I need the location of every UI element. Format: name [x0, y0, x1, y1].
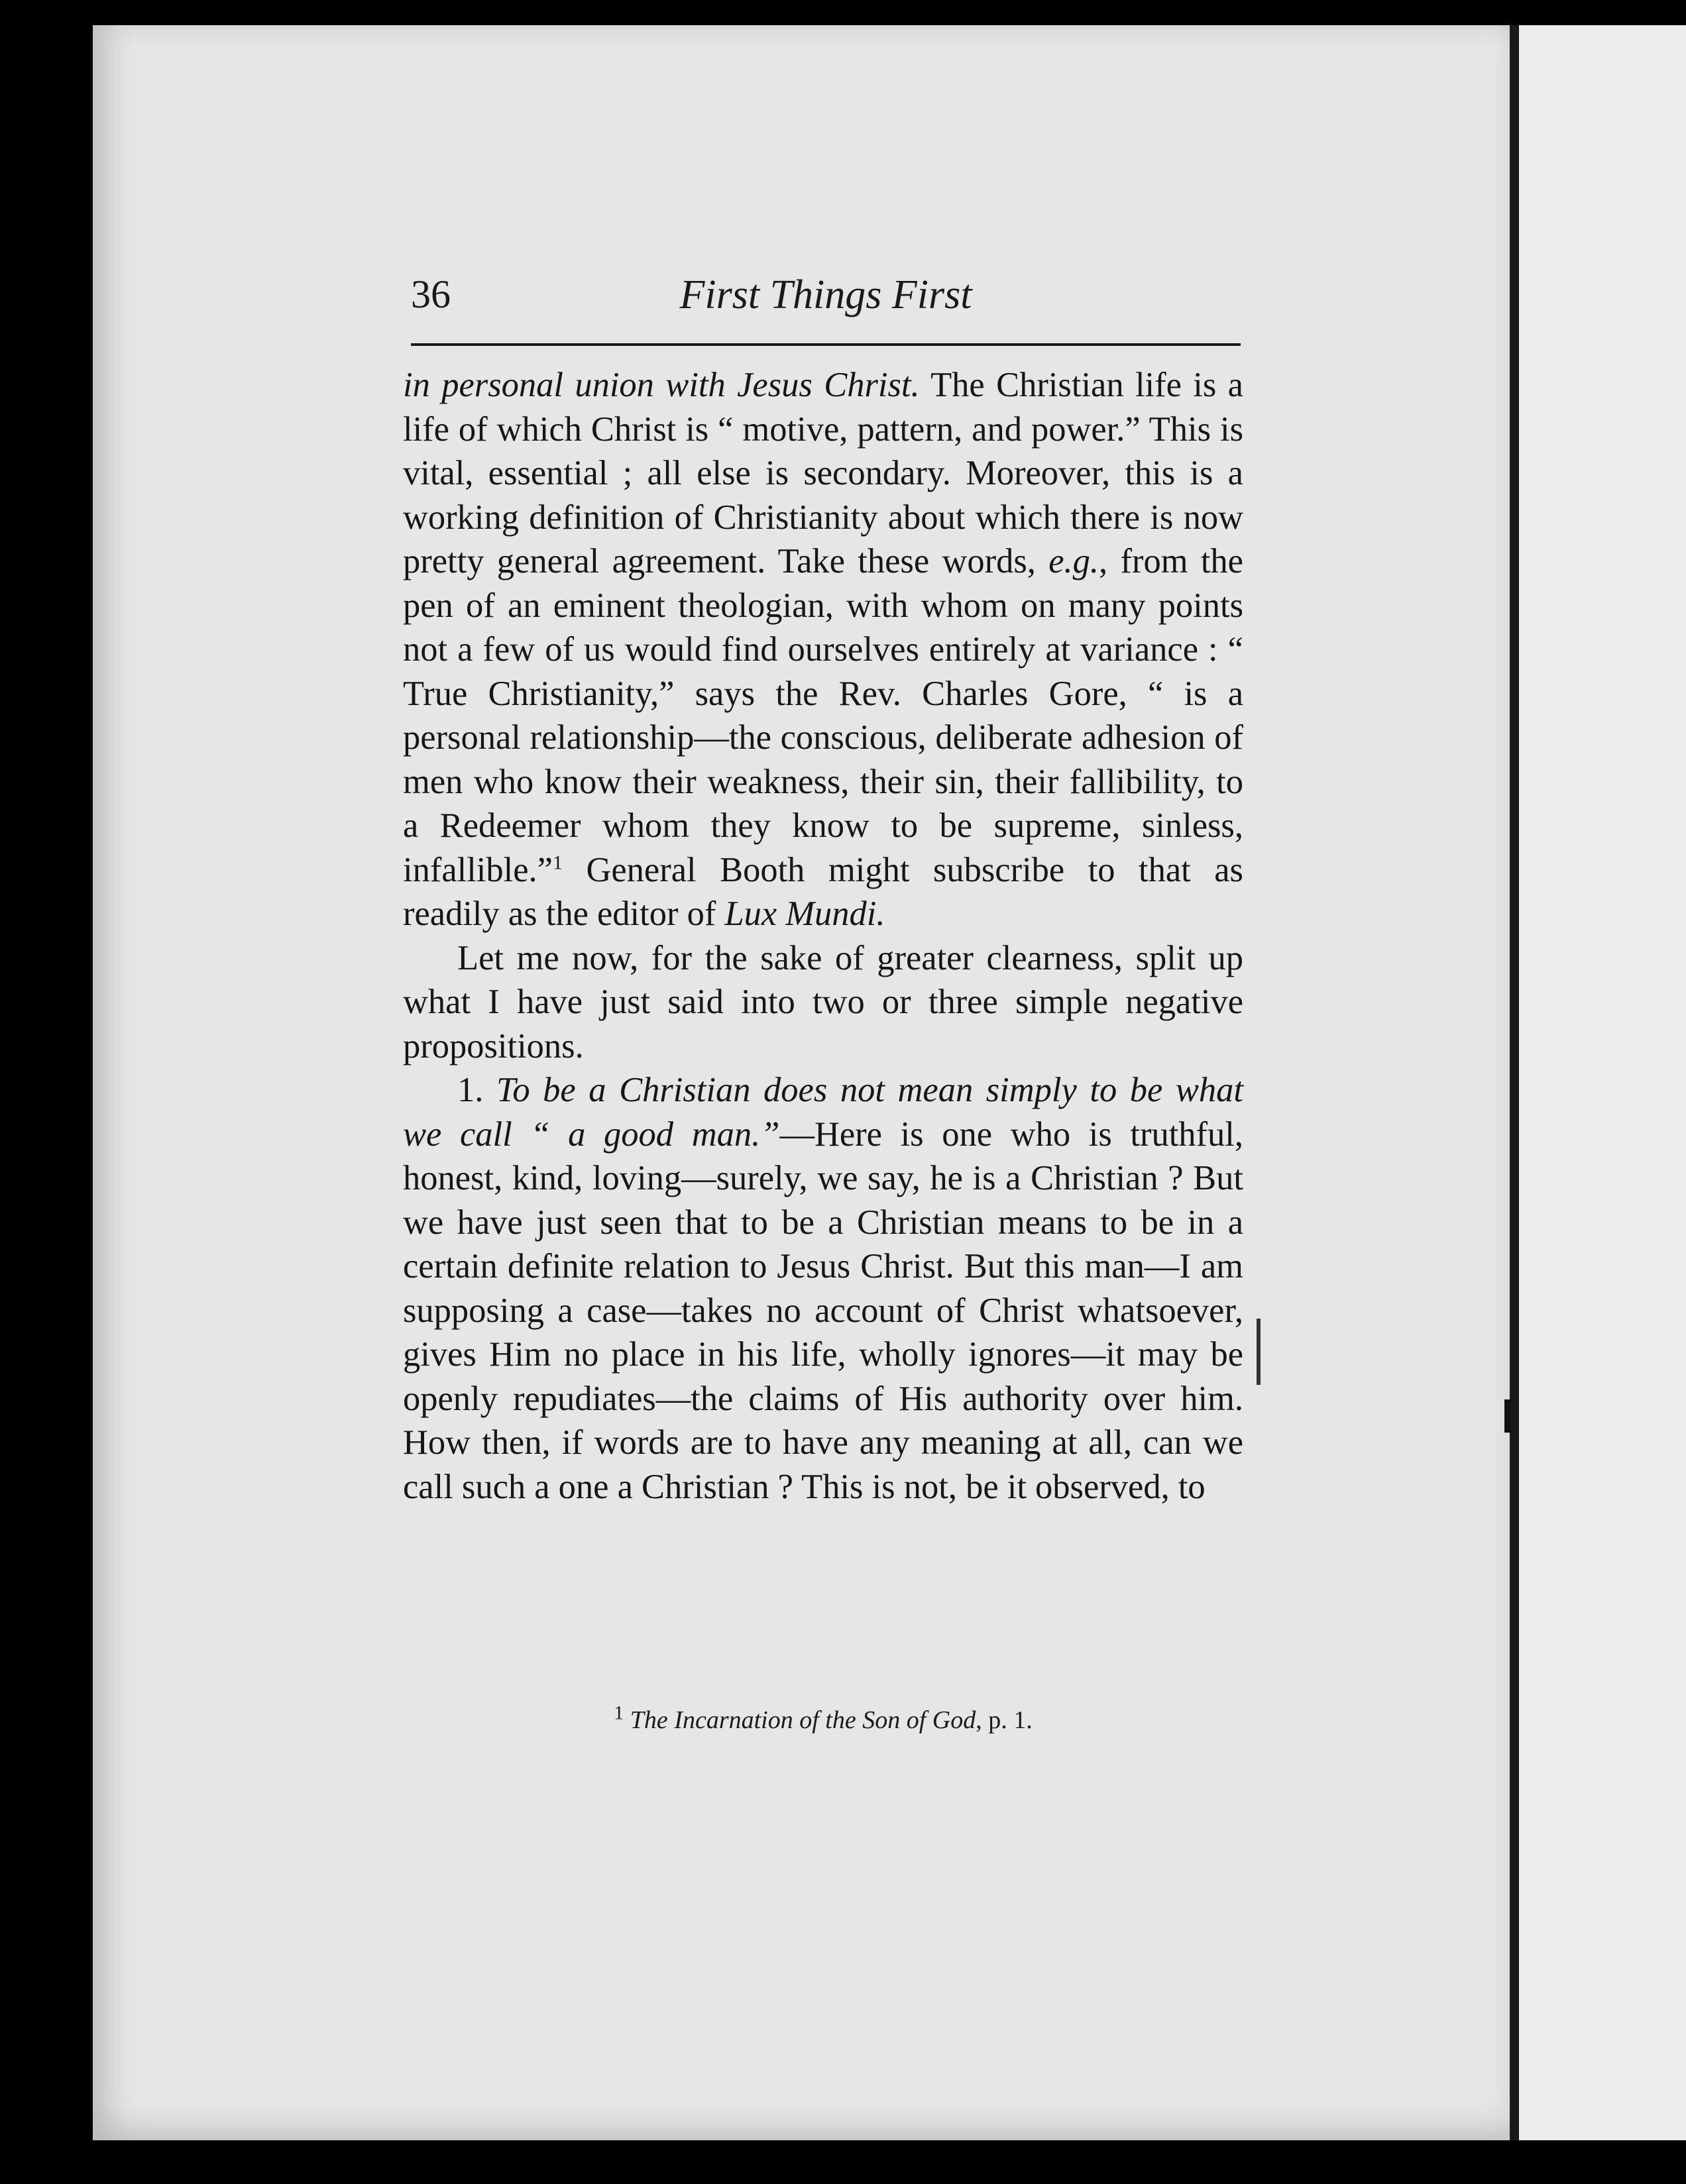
book-gutter — [1510, 25, 1519, 2140]
footnote-reference: 1 — [552, 851, 563, 873]
footnote-marker: 1 — [614, 1702, 624, 1724]
footnote-title: The Incarnation of the Son of God — [630, 1706, 976, 1734]
running-title: First Things First — [679, 272, 972, 317]
paragraph — [403, 363, 1243, 936]
text-run: General Booth might subscribe to that as readily as the editor of — [403, 850, 1243, 933]
book-page-right — [1519, 25, 1686, 2140]
paragraph — [403, 1068, 1243, 1509]
proposition-heading-quote: “ a good man.” — [530, 1115, 780, 1154]
page-header — [411, 265, 1241, 346]
footnote — [403, 1702, 1243, 1735]
page-edge-mark — [1257, 1319, 1261, 1385]
text-run: , from the pen of an eminent theologian, with whom on many points not a few of us would find ourselves entirely at variance : “ True Christianity,” says the Rev. Charles Gore, “ is a personal relationship—the conscious, deliberate adhesion of men who know their weakness, their sin, their fallibility, to a Redeemer whom they know to be supreme, sinless, infallible.” — [403, 542, 1243, 889]
italic-abbreviation: e.g. — [1048, 542, 1099, 580]
body-text — [403, 363, 1243, 1509]
paragraph — [403, 936, 1243, 1069]
text-run: Let me now, for the sake of greater clearness, split up what I have just said into two or three simple negative propositions. — [403, 938, 1243, 1065]
footnote-page-ref: , p. 1. — [976, 1706, 1033, 1734]
text-run: —Here is one who is truthful, honest, kind, loving—surely, we say, he is a Christian ? But we have just seen that to be a Christian means to be in a certain definite relation to Jesus Christ. But this man—I am supposing a case—takes no account of Christ whatsoever, gives Him no place in his life, wholly ignores—it may be openly repudiates—the claims of His authority over him. How then, if words are to have any meaning at all, can we call such a one a Christian ? This is not, be it observed, to — [403, 1115, 1243, 1506]
text-run: The Christian life is a life of which Christ is “ motive, pattern, and power.” This is vital, essential ; all else is secondary. Moreover, this is a working definition of Christianity about which there is now pretty general agreement. Take these words, — [403, 366, 1243, 580]
proposition-number: 1. — [457, 1071, 496, 1109]
gutter-mark — [1504, 1399, 1511, 1433]
page-number: 36 — [411, 272, 451, 316]
proposition-heading: To be a Christian does not mean simply to be what we call — [403, 1071, 1244, 1154]
italic-phrase: in personal union with Jesus Christ. — [403, 366, 920, 404]
italic-title: Lux Mundi. — [724, 895, 885, 933]
